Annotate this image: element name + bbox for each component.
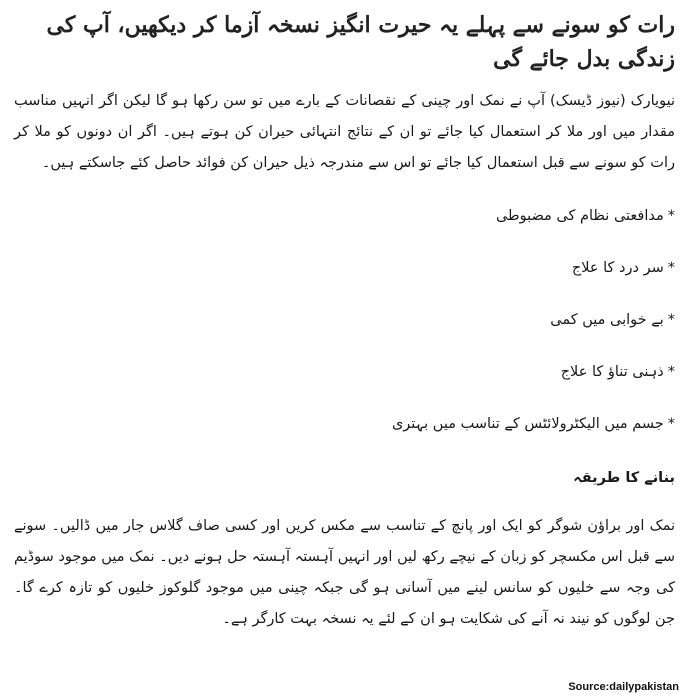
bullet-icon: * bbox=[667, 312, 675, 328]
method-heading: بنانے کا طریقہ bbox=[573, 470, 675, 486]
list-item bbox=[14, 257, 675, 283]
bullet-icon: * bbox=[667, 208, 675, 224]
article-title: رات کو سونے سے پہلے یہ حیرت انگیز نسخہ آزما کر دیکھیں، آپ کی زندگی بدل جائے گی bbox=[46, 12, 675, 72]
list-item bbox=[14, 205, 675, 231]
article-intro: نیویارک (نیوز ڈیسک) آپ نے نمک اور چینی کے نقصانات کے بارے میں تو سن رکھا ہو گا لیکن اگر انہیں مناسب مقدار میں اور ملا کر استعمال کیا جائے تو ان کے نتائج انتہائی حیران کن ہوتے ہیں۔ اگر ان دونوں کو ملا کر رات کو سونے سے قبل استعمال کیا جائے تو اس سے مندرجہ ذیل حیران کن فوائد حاصل کئے جاسکتے ہیں۔ bbox=[14, 93, 675, 171]
bullet-icon: * bbox=[667, 364, 675, 380]
benefit-text: سر درد کا علاج bbox=[571, 260, 664, 276]
bullet-icon: * bbox=[667, 416, 675, 432]
benefit-text: جسم میں الیکٹرولائٹس کے تناسب میں بہتری bbox=[391, 416, 664, 432]
list-item bbox=[14, 361, 675, 387]
list-item bbox=[14, 413, 675, 439]
benefit-text: مدافعتی نظام کی مضبوطی bbox=[495, 208, 664, 224]
method-paragraph: نمک اور براؤن شوگر کو ایک اور پانچ کے تناسب سے مکس کریں اور کسی صاف گلاس جار میں ڈالیں۔ سونے سے قبل اس مکسچر کو زبان کے نیچے رکھ لیں اور انہیں آہستہ آہستہ حل ہونے دیں۔ نمک میں موجود سوڈیم کی وجہ سے خلیوں کو سانس لینے میں آسانی ہو گی جبکہ چینی میں موجود گلوکوز خلیوں کو تازہ کرے گا۔ جن لوگوں کو نیند نہ آنے کی شکایت ہو ان کے لئے یہ نسخہ بہت کارگر ہے۔ bbox=[14, 518, 675, 627]
benefit-text: بے خوابی میں کمی bbox=[550, 312, 664, 328]
list-item bbox=[14, 309, 675, 335]
benefit-text: ذہنی تناؤ کا علاج bbox=[560, 364, 664, 380]
benefits-list bbox=[14, 205, 675, 439]
bullet-icon: * bbox=[667, 260, 675, 276]
source-credit: Source:dailypakistan bbox=[568, 681, 679, 693]
